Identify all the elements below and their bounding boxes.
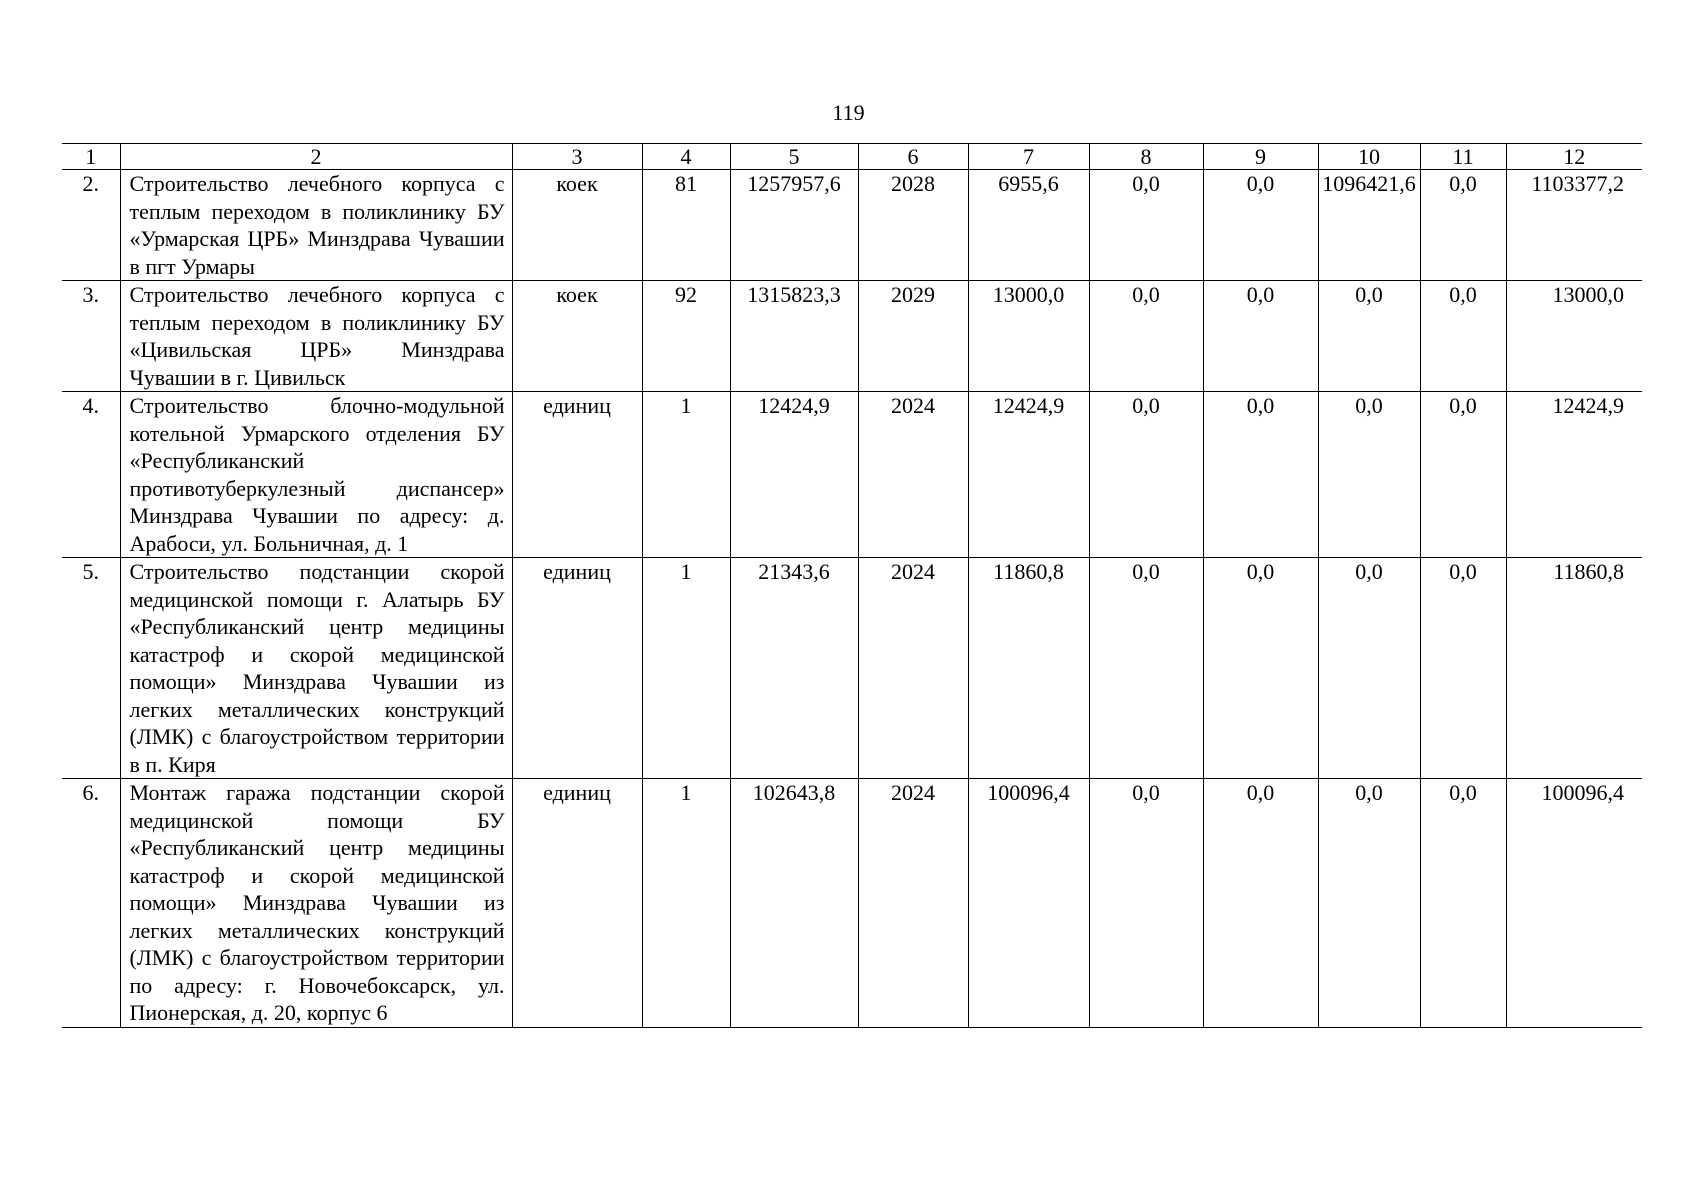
value-cell: 0,0	[1420, 170, 1506, 281]
total-cell: 13000,0	[1506, 281, 1642, 392]
object-name: Строительство подстанции скорой медицинской помощи г. Алатырь БУ «Республиканский центр медицины катастроф и скорой медицинской помощи» Минздрава Чувашии из легких металлических конструкций (ЛМК) с благоустройством территории в п. Киря	[120, 558, 512, 779]
unit-cell: единиц	[512, 779, 642, 1028]
unit-cell: единиц	[512, 392, 642, 558]
table-row	[62, 558, 1642, 779]
total-cell: 1103377,2	[1506, 170, 1642, 281]
column-header: 9	[1203, 144, 1318, 170]
value-cell: 0,0	[1203, 779, 1318, 1028]
table-row	[62, 392, 1642, 558]
value-cell: 0,0	[1089, 558, 1203, 779]
year-cell: 2024	[858, 558, 968, 779]
unit-cell: коек	[512, 170, 642, 281]
column-header: 3	[512, 144, 642, 170]
value-cell: 0,0	[1203, 281, 1318, 392]
value-cell: 0,0	[1318, 392, 1420, 558]
column-header: 12	[1506, 144, 1642, 170]
value-cell: 0,0	[1089, 170, 1203, 281]
value-cell: 0,0	[1089, 281, 1203, 392]
object-name: Строительство лечебного корпуса с теплым переходом в поликлинику БУ «Урмарская ЦРБ» Минздрава Чувашии в пгт Урмары	[120, 170, 512, 281]
value-cell: 0,0	[1203, 170, 1318, 281]
table-row	[62, 779, 1642, 1028]
value-cell: 12424,9	[968, 392, 1089, 558]
header-row	[62, 144, 1642, 170]
value-cell: 0,0	[1420, 392, 1506, 558]
column-header: 8	[1089, 144, 1203, 170]
unit-cell: коек	[512, 281, 642, 392]
value-cell: 0,0	[1089, 779, 1203, 1028]
value-cell: 0,0	[1318, 281, 1420, 392]
value-cell: 0,0	[1203, 392, 1318, 558]
value-cell: 100096,4	[968, 779, 1089, 1028]
object-name: Строительство лечебного корпуса с теплым переходом в поликлинику БУ «Цивильская ЦРБ» Минздрава Чувашии в г. Цивильск	[120, 281, 512, 392]
data-table	[62, 143, 1642, 1028]
value-cell: 0,0	[1420, 281, 1506, 392]
object-name: Строительство блочно-модульной котельной Урмарского отделения БУ «Республиканский противотуберкулезный диспансер» Минздрава Чувашии по адресу: д. Арабоси, ул. Больничная, д. 1	[120, 392, 512, 558]
year-cell: 2029	[858, 281, 968, 392]
value-cell: 0,0	[1089, 392, 1203, 558]
column-header: 2	[120, 144, 512, 170]
total-cell: 12424,9	[1506, 392, 1642, 558]
column-header: 6	[858, 144, 968, 170]
value-cell: 0,0	[1318, 779, 1420, 1028]
table-row	[62, 281, 1642, 392]
row-number: 2.	[62, 170, 120, 281]
value-cell: 0,0	[1420, 779, 1506, 1028]
capacity-cell: 1	[642, 392, 730, 558]
column-header: 4	[642, 144, 730, 170]
cost-cell: 21343,6	[730, 558, 858, 779]
value-cell: 11860,8	[968, 558, 1089, 779]
total-cell: 100096,4	[1506, 779, 1642, 1028]
value-cell: 0,0	[1203, 558, 1318, 779]
year-cell: 2024	[858, 392, 968, 558]
column-header: 1	[62, 144, 120, 170]
column-header: 7	[968, 144, 1089, 170]
row-number: 4.	[62, 392, 120, 558]
cost-cell: 1315823,3	[730, 281, 858, 392]
value-cell: 13000,0	[968, 281, 1089, 392]
cost-cell: 102643,8	[730, 779, 858, 1028]
value-cell: 6955,6	[968, 170, 1089, 281]
cost-cell: 1257957,6	[730, 170, 858, 281]
object-name: Монтаж гаража подстанции скорой медицинской помощи БУ «Республиканский центр медицины катастроф и скорой медицинской помощи» Минздрава Чувашии из легких металлических конструкций (ЛМК) с благоустройством территории по адресу: г. Новочебоксарск, ул. Пионерская, д. 20, корпус 6	[120, 779, 512, 1028]
column-header: 11	[1420, 144, 1506, 170]
year-cell: 2024	[858, 779, 968, 1028]
capacity-cell: 81	[642, 170, 730, 281]
total-cell: 11860,8	[1506, 558, 1642, 779]
column-header: 5	[730, 144, 858, 170]
value-cell: 0,0	[1420, 558, 1506, 779]
capacity-cell: 92	[642, 281, 730, 392]
row-number: 3.	[62, 281, 120, 392]
row-number: 6.	[62, 779, 120, 1028]
column-header: 10	[1318, 144, 1420, 170]
unit-cell: единиц	[512, 558, 642, 779]
cost-cell: 12424,9	[730, 392, 858, 558]
capacity-cell: 1	[642, 779, 730, 1028]
row-number: 5.	[62, 558, 120, 779]
page-number: 119	[832, 100, 865, 125]
value-cell: 1096421,6	[1318, 170, 1420, 281]
table-row	[62, 170, 1642, 281]
capacity-cell: 1	[642, 558, 730, 779]
value-cell: 0,0	[1318, 558, 1420, 779]
year-cell: 2028	[858, 170, 968, 281]
